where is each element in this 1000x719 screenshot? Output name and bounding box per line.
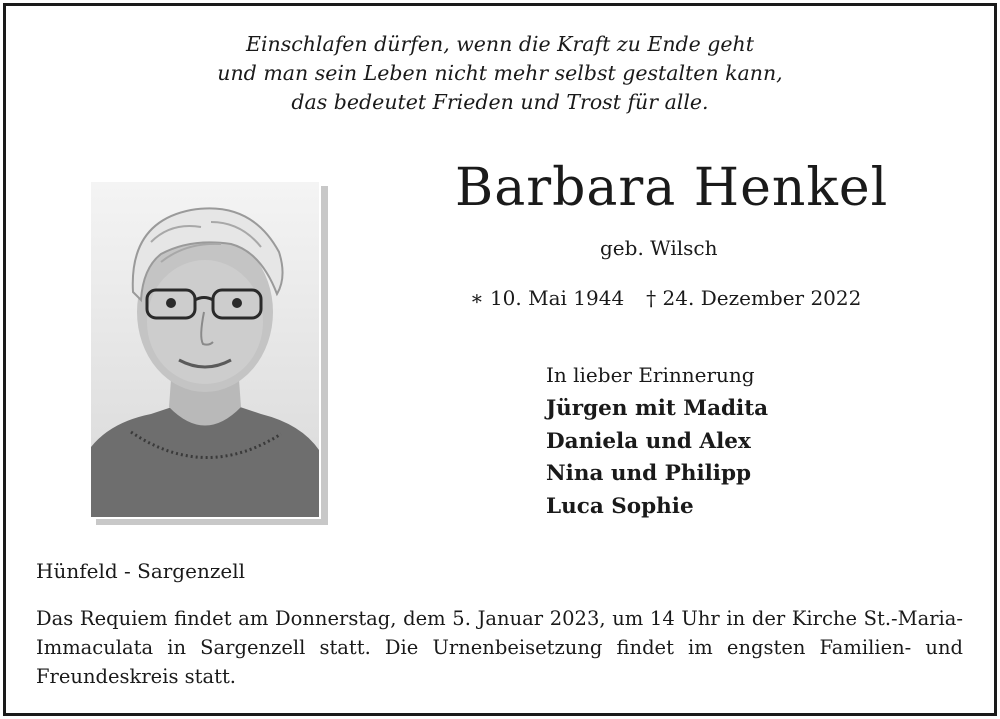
mourner-list [546,393,768,523]
poem [0,30,1000,117]
poem-line: und man sein Leben nicht mehr selbst gestalten kann, [217,61,783,85]
service-notice: Das Requiem findet am Donnerstag, dem 5. Januar 2023, um 14 Uhr in der Kirche St.-Maria- Immaculata in Sargenzell statt. Die Urnenbeisetzung findet im engsten Familien- und Freundeskreis statt. [36,607,963,688]
mourner-name: Jürgen mit Madita [546,396,769,421]
life-dates [470,286,861,310]
poem-line: Einschlafen dürfen, wenn die Kraft zu Ende geht [246,32,754,56]
place-name: Hünfeld - Sargenzell [36,559,245,583]
portrait-image [91,182,319,517]
mourner-name: Nina und Philipp [546,461,752,486]
mourner-name: Daniela und Alex [546,428,751,454]
portrait-photo [89,180,321,519]
mourner-name: Luca Sophie [546,493,694,519]
memory-intro: In lieber Erinnerung [546,363,755,387]
maiden-name: geb. Wilsch [600,236,718,260]
poem-line: das bedeutet Frieden und Trost für alle. [291,90,709,114]
birth-date: ∗ 10. Mai 1944 [470,286,625,310]
death-date: † 24. Dezember 2022 [646,286,862,310]
deceased-name: Barbara Henkel [455,158,889,218]
